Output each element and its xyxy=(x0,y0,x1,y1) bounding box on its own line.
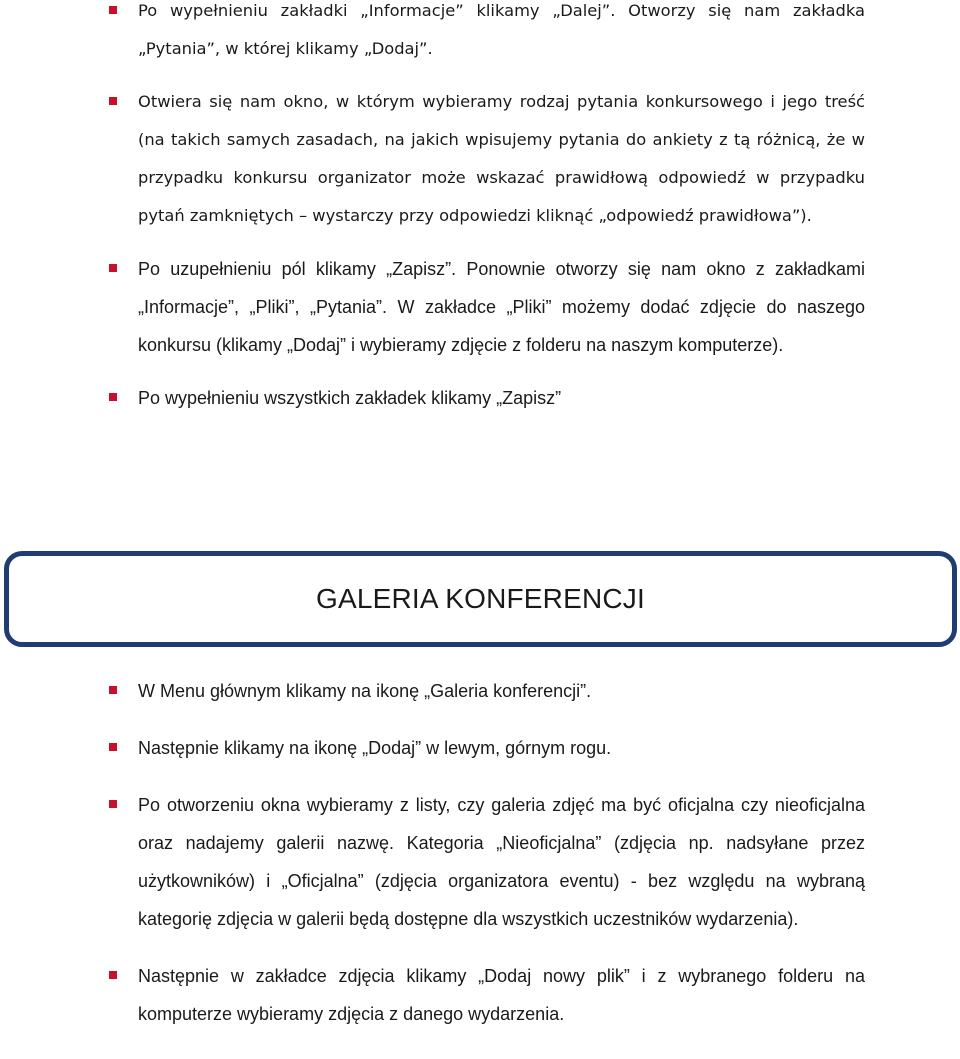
list-item-text: Po wypełnieniu zakładki „Informacje” klikamy „Dalej”. Otworzy się nam zakładka „Pytania”, w której klikamy „Dodaj”. xyxy=(138,1,865,58)
square-bullet-icon xyxy=(109,6,117,14)
list-item-text: Po wypełnieniu wszystkich zakładek klikamy „Zapisz” xyxy=(138,388,562,408)
list-item xyxy=(105,729,865,767)
square-bullet-icon xyxy=(109,686,117,694)
instruction-list-bottom xyxy=(105,672,865,1052)
list-item xyxy=(105,250,865,364)
list-item-text: Następnie w zakładce zdjęcia klikamy „Dodaj nowy plik” i z wybranego folderu na komputerze wybieramy zdjęcia z danego wydarzenia. xyxy=(138,966,865,1024)
list-item xyxy=(105,379,865,417)
list-item-text: W Menu głównym klikamy na ikonę „Galeria konferencji”. xyxy=(138,681,592,701)
square-bullet-icon xyxy=(109,743,117,751)
list-item-text: Następnie klikamy na ikonę „Dodaj” w lewym, górnym rogu. xyxy=(138,738,612,758)
list-item xyxy=(105,786,865,938)
square-bullet-icon xyxy=(109,971,117,979)
list-item xyxy=(105,672,865,710)
list-item xyxy=(105,0,865,68)
square-bullet-icon xyxy=(109,97,117,105)
list-item-text: Po otworzeniu okna wybieramy z listy, czy galeria zdjęć ma być oficjalna czy nieoficjalna oraz nadajemy galerii nazwę. Kategoria „Nieoficjalna” (zdjęcia np. nadsyłane przez użytkowników) i „Oficjalna” (zdjęcia organizatora eventu) - bez względu na wybraną kategorię zdjęcia w galerii będą dostępne dla wszystkich uczestników wydarzenia). xyxy=(138,795,865,929)
list-item-text: Po uzupełnieniu pól klikamy „Zapisz”. Ponownie otworzy się nam okno z zakładkami „Informacje”, „Pliki”, „Pytania”. W zakładce „Pliki” możemy dodać zdjęcie do naszego konkursu (klikamy „Dodaj” i wybieramy zdjęcie z folderu na naszym komputerze). xyxy=(138,259,865,355)
section-header-box xyxy=(4,551,957,647)
list-item-text: Otwiera się nam okno, w którym wybieramy rodzaj pytania konkursowego i jego treść (na takich samych zasadach, na jakich wpisujemy pytania do ankiety z tą różnicą, że w przypadku konkursu organizator może wskazać prawidłową odpowiedź w przypadku pytań zamkniętych – wystarczy przy odpowiedzi kliknąć „odpowiedź prawidłowa”). xyxy=(138,92,865,225)
square-bullet-icon xyxy=(109,264,117,272)
list-item xyxy=(105,83,865,235)
section-title: GALERIA KONFERENCJI xyxy=(316,583,645,614)
square-bullet-icon xyxy=(109,800,117,808)
square-bullet-icon xyxy=(109,393,117,401)
list-item xyxy=(105,957,865,1033)
instruction-list-top xyxy=(105,0,865,432)
